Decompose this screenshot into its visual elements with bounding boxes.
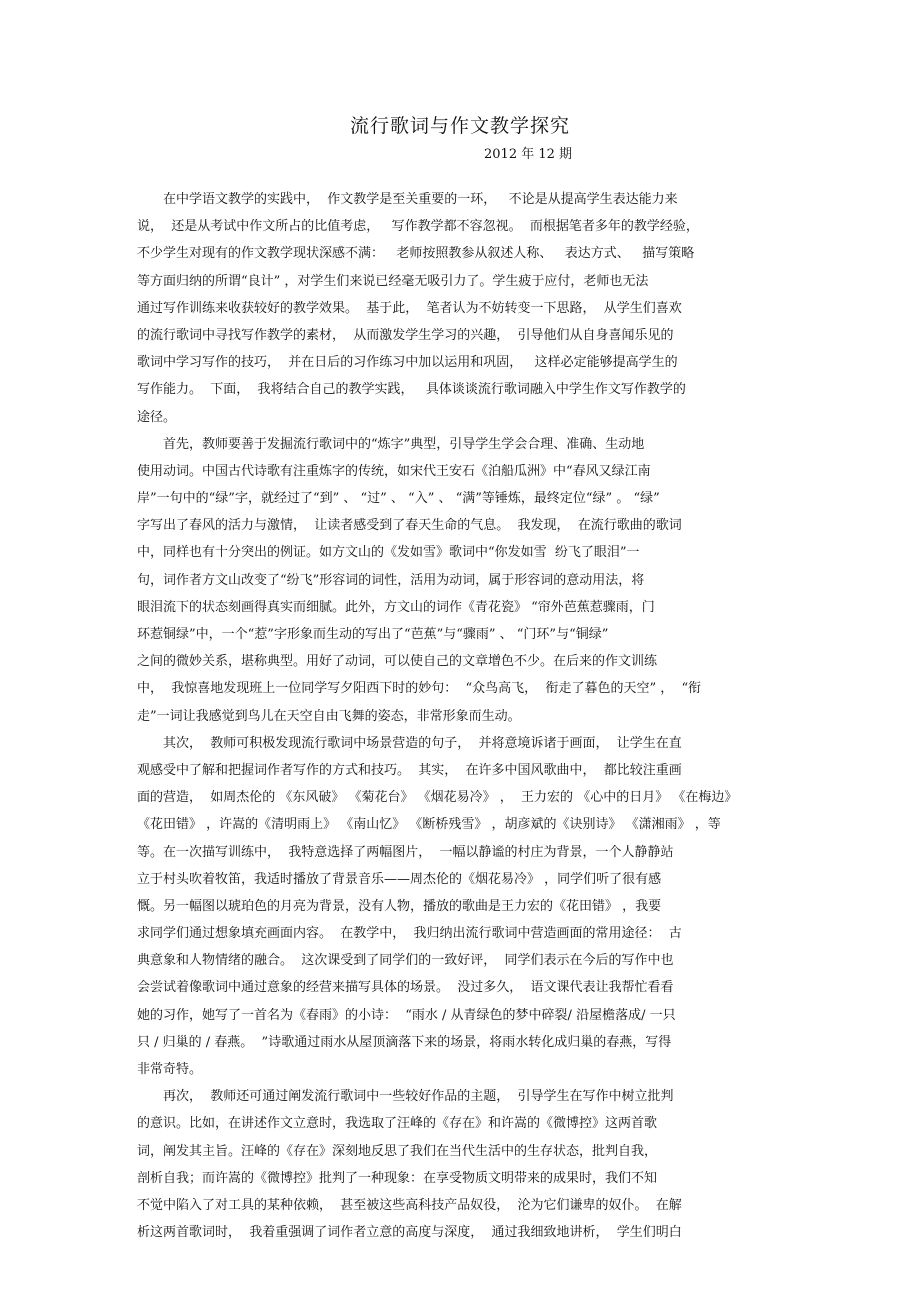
text-line: 中，同样也有十分突出的例证。如方文山的《发如雪》歌词中“你发如雪 纷飞了眼泪”一 bbox=[137, 545, 640, 561]
text-line: 只 / 归巢的 / 春燕。 ”诗歌通过雨水从屋顶滴落下来的场景，将雨水转化成归巢的春燕，写得 bbox=[137, 1034, 672, 1050]
text-line: 观感受中了解和把握词作者写作的方式和技巧。 其实， 在许多中国风歌曲中， 都比较注重画 bbox=[137, 762, 682, 778]
text-line: 其次， 教师可积极发现流行歌词中场景营造的句子， 并将意境诉诸于画面， 让学生在直 bbox=[137, 735, 682, 751]
text-line: 通过写作训练来收获较好的教学效果。 基于此， 笔者认为不妨转变一下思路， 从学生们喜欢 bbox=[137, 300, 682, 316]
text-line: 眼泪流下的状态刻画得真实而细腻。此外，方文山的词作《青花瓷》 “帘外芭蕉惹骤雨，门 bbox=[137, 599, 655, 615]
text-line: 会尝试着像歌词中通过意象的经营来描写具体的场景。 没过多久， 语文课代表让我帮忙看看 bbox=[137, 980, 674, 996]
text-line: 的意识。比如，在讲述作文立意时，我选取了汪峰的《存在》和许嵩的《微博控》这两首歌 bbox=[137, 1116, 658, 1132]
text-line: 环惹铜绿”中，一个“惹”字形象而生动的写出了“芭蕉”与“骤雨” 、 “门环”与“铜绿” bbox=[137, 627, 609, 642]
text-line: 不觉中陷入了对工具的某种依赖， 甚至被这些高科技产品奴役， 沦为它们谦卑的奴仆。 在解 bbox=[137, 1197, 682, 1213]
text-line: 求同学们通过想象填充画面内容。 在教学中， 我归纳出流行歌词中营造画面的常用途径： 古 bbox=[137, 926, 682, 942]
text-line: 在中学语文教学的实践中， 作文教学是至关重要的一环， 不论是从提高学生表达能力来 bbox=[137, 192, 678, 207]
text-line: 歌词中学习写作的技巧， 并在日后的习作练习中加以运用和巩固， 这样必定能够提高学生的 bbox=[137, 355, 678, 371]
text-line: 之间的微妙关系，堪称典型。用好了动词，可以使自己的文章增色不少。在后来的作文训练 bbox=[137, 654, 658, 670]
text-line: 途径。 bbox=[137, 409, 177, 425]
text-line: 的流行歌词中寻找写作教学的素材， 从而激发学生学习的兴趣， 引导他们从自身喜闻乐见的 bbox=[137, 327, 674, 343]
text-line: 中， 我惊喜地发现班上一位同学写夕阳西下时的妙句： “众鸟高飞， 衔走了暮色的天空” ， “衔 bbox=[137, 681, 702, 697]
text-line: 词，阐发其主旨。汪峰的《存在》深刻地反思了我们在当代生活中的生存状态，批判自我， bbox=[137, 1143, 658, 1159]
text-line: 说， 还是从考试中作文所占的比值考虑， 写作教学都不容忽视。 而根据笔者多年的教学经验， bbox=[137, 219, 699, 235]
text-line: 使用动词。中国古代诗歌有注重炼字的传统，如宋代王安石《泊船瓜洲》中“春风又绿江南 bbox=[137, 463, 651, 479]
text-line: 面的营造， 如周杰伦的 《东风破》 《菊花台》 《烟花易冷》 ， 王力宏的 《心中的日月》 《在梅边》 bbox=[137, 790, 738, 806]
text-line: 字写出了春风的活力与激情， 让读者感受到了春天生命的气息。 我发现， 在流行歌曲的歌词 bbox=[137, 518, 682, 534]
text-line: 典意象和人物情绪的融合。 这次课受到了同学们的一致好评， 同学们表示在今后的写作中也 bbox=[137, 953, 674, 969]
text-line: 等。在一次描写训练中， 我特意选择了两幅图片， 一幅以静谧的村庄为背景，一个人静静站 bbox=[137, 844, 674, 860]
text-line: 首先，教师要善于发掘流行歌词中的“炼字”典型，引导学生学会合理、准确、生动地 bbox=[137, 436, 645, 452]
text-line: 岸”一句中的“绿”字，就经过了“到” 、 “过” 、 “入” 、 “满”等锤炼，最终定位“绿” 。 “绿” bbox=[137, 491, 660, 507]
text-line: 写作能力。 下面， 我将结合自己的教学实践， 具体谈谈流行歌词融入中学生作文写作教学的 bbox=[137, 382, 686, 398]
text-line: 走”一词让我感觉到鸟儿在天空自由飞舞的姿态，非常形象而生动。 bbox=[137, 708, 521, 724]
text-line: 等方面归纳的所谓“良计” ，对学生们来说已经毫无吸引力了。学生疲于应付，老师也无法 bbox=[137, 273, 649, 289]
text-line: 析这两首歌词时， 我着重强调了词作者立意的高度与深度， 通过我细致地讲析， 学生们明白 bbox=[137, 1225, 682, 1241]
text-line: 剖析自我；而许嵩的《微博控》批判了一种现象：在享受物质文明带来的成果时，我们不知 bbox=[137, 1170, 658, 1186]
text-line: 她的习作，她写了一首名为《春雨》的小诗： “雨水 / 从青绿色的梦中碎裂/ 沿屋檐落成/ 一只 bbox=[137, 1007, 676, 1023]
text-line: 慨。另一幅图以琥珀色的月亮为背景，没有人物，播放的歌曲是王力宏的《花田错》 ，我要 bbox=[137, 898, 662, 914]
page-title: 流行歌词与作文教学探究 bbox=[349, 115, 570, 137]
text-line: 不少学生对现有的作文教学现状深感不满： 老师按照教参从叙述人称、 表达方式、 描写策略 bbox=[137, 246, 695, 262]
article-body bbox=[137, 186, 802, 1246]
issue-date: 2012 年 12 期 bbox=[484, 147, 573, 162]
text-line: 《花田错》 ，许嵩的《清明雨上》 《南山忆》 《断桥残雪》 ，胡彦斌的《诀别诗》 《潇湘雨》 ，等 bbox=[137, 817, 721, 833]
text-line: 再次， 教师还可通过阐发流行歌词中一些较好作品的主题， 引导学生在写作中树立批判 bbox=[137, 1089, 674, 1105]
text-line: 句，词作者方文山改变了“纷飞”形容词的词性，活用为动词，属于形容词的意动用法，将 bbox=[137, 572, 645, 588]
text-line: 非常奇特。 bbox=[137, 1062, 203, 1077]
text-line: 立于村头吹着牧笛，我适时播放了背景音乐——周杰伦的《烟花易冷》 ，同学们听了很有感 bbox=[137, 871, 662, 887]
